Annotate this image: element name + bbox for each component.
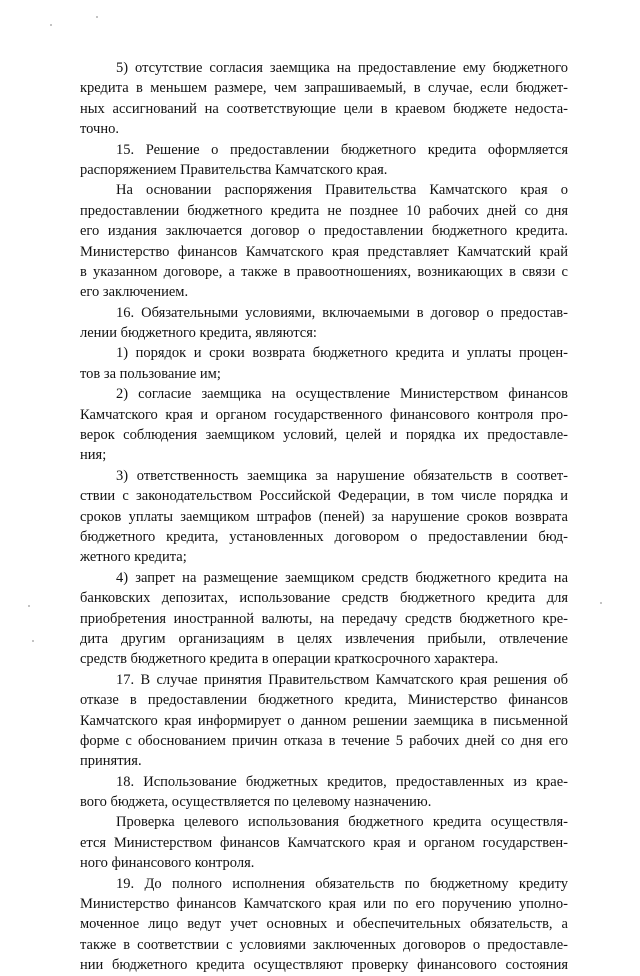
document-line: Камчатского края информирует о данном решении заемщика в письменной bbox=[80, 712, 568, 729]
document-line: 19. До полного исполнения обязательств по бюджетному кредиту bbox=[116, 875, 568, 892]
scan-speck bbox=[50, 24, 52, 26]
document-line: распоряжением Правительства Камчатского края. bbox=[80, 161, 388, 178]
document-line: Министерство финансов Камчатского края представляет Камчатский край bbox=[80, 243, 568, 260]
document-line: 17. В случае принятия Правительством Камчатского края решения об bbox=[116, 671, 568, 688]
document-line: его издания заключается договор о предоставлении бюджетного кредита. bbox=[80, 223, 568, 240]
scan-speck bbox=[28, 605, 30, 607]
document-line: моченное лицо ведут учет основных и обеспечительных обязательств, а bbox=[80, 916, 568, 933]
document-line: ствии с законодательством Российской Федерации, в том числе порядка и bbox=[80, 488, 568, 505]
document-line: лении бюджетного кредита, являются: bbox=[80, 325, 317, 342]
document-line: принятия. bbox=[80, 753, 142, 770]
document-line: жетного кредита; bbox=[80, 549, 187, 566]
document-line: 2) согласие заемщика на осуществление Министерством финансов bbox=[116, 386, 568, 403]
document-line: тов за пользование им; bbox=[80, 365, 221, 382]
document-line: ния; bbox=[80, 447, 107, 464]
scan-speck bbox=[96, 16, 98, 18]
document-line: Министерство финансов Камчатского края или по его поручению уполно- bbox=[80, 896, 568, 913]
document-line: Проверка целевого использования бюджетного кредита осуществля- bbox=[116, 814, 568, 831]
document-line: средств бюджетного кредита в операции краткосрочного характера. bbox=[80, 651, 499, 668]
document-line: предоставлении бюджетного кредита не позднее 10 рабочих дней со дня bbox=[80, 202, 568, 219]
document-line: 16. Обязательными условиями, включаемыми в договор о предостав- bbox=[116, 304, 568, 321]
document-line: его заключением. bbox=[80, 284, 189, 301]
document-line: кредита в меньшем размере, чем запрашиваемый, в случае, если бюджет- bbox=[80, 80, 568, 97]
document-line: ных ассигнований на соответствующие цели в краевом бюджете недоста- bbox=[80, 100, 568, 117]
document-line: отказе в предоставлении бюджетного кредита, Министерство финансов bbox=[80, 692, 568, 709]
document-line: форме с обоснованием причин отказа в течение 5 рабочих дней со дня его bbox=[80, 732, 568, 749]
document-line: нии бюджетного кредита осуществляют проверку финансового состояния bbox=[80, 957, 568, 974]
document-body bbox=[80, 58, 568, 976]
document-line: ного финансового контроля. bbox=[80, 855, 255, 872]
document-line: точно. bbox=[80, 121, 119, 138]
document-line: 1) порядок и сроки возврата бюджетного кредита и уплаты процен- bbox=[116, 345, 568, 362]
document-line: 3) ответственность заемщика за нарушение обязательств в соответ- bbox=[116, 467, 568, 484]
document-line: Камчатского края и органом государственного финансового контроля про- bbox=[80, 406, 568, 423]
document-line: приобретения иностранной валюты, на передачу средств бюджетного кре- bbox=[80, 610, 568, 627]
document-line: бюджетного кредита, установленных договором о предоставлении бюд- bbox=[80, 528, 568, 545]
document-line: 18. Использование бюджетных кредитов, предоставленных из крае- bbox=[116, 773, 568, 790]
document-line: также в соответствии с условиями заключенных договоров о предоставле- bbox=[80, 936, 568, 953]
document-line: 4) запрет на размещение заемщиком средств бюджетного кредита на bbox=[116, 569, 568, 586]
document-line: 5) отсутствие согласия заемщика на предоставление ему бюджетного bbox=[116, 60, 568, 76]
document-line: 15. Решение о предоставлении бюджетного кредита оформляется bbox=[116, 141, 568, 158]
document-line: вого бюджета, осуществляется по целевому назначению. bbox=[80, 794, 432, 811]
document-line: дита другим организациям в целях извлечения прибыли, отвлечение bbox=[80, 630, 568, 647]
document-line: верок соблюдения заемщиком условий, целей и порядка их предоставле- bbox=[80, 427, 568, 444]
document-line: банковских депозитах, использование средств бюджетного кредита для bbox=[80, 590, 568, 607]
document-line: сроков уплаты заемщиком штрафов (пеней) за нарушение сроков возврата bbox=[80, 508, 568, 525]
document-line: ется Министерством финансов Камчатского края и органом государствен- bbox=[80, 834, 568, 851]
document-line: На основании распоряжения Правительства Камчатского края о bbox=[116, 182, 568, 199]
scan-speck bbox=[32, 640, 34, 642]
document-line: в указанном договоре, а также в правоотношениях, возникающих в связи с bbox=[80, 263, 568, 280]
scan-speck bbox=[600, 602, 602, 604]
